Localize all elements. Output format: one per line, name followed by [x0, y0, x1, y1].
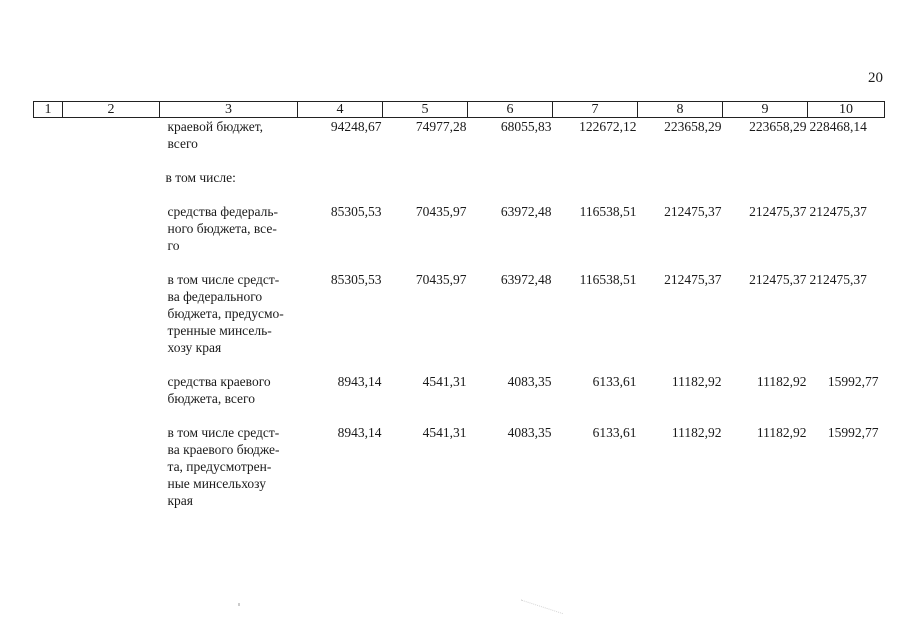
header-cell: 5	[383, 102, 468, 118]
label-line: бюджета, всего	[167, 391, 255, 406]
value-cell: 63972,48	[500, 204, 552, 219]
value-cell: 4541,31	[422, 425, 467, 440]
empty-cell	[63, 169, 160, 186]
label-line: в том числе:	[165, 170, 236, 185]
row-label	[160, 118, 298, 153]
value-cell: 11182,92	[756, 425, 807, 440]
label-line: средства краевого	[167, 374, 271, 389]
label-line: хозу края	[167, 340, 222, 355]
header-cell: 9	[723, 102, 808, 118]
label-line: всего	[167, 136, 198, 151]
label-line: края	[167, 493, 194, 508]
row-spacer	[34, 152, 885, 169]
value-cell: 15992,77	[827, 425, 879, 440]
row-spacer	[34, 186, 885, 203]
empty-cell	[34, 271, 63, 356]
value-cell: 4083,35	[507, 374, 552, 389]
table-row	[34, 424, 885, 509]
value-cell: 63972,48	[500, 272, 552, 287]
row-spacer	[34, 356, 885, 373]
empty-cell	[34, 424, 63, 509]
row-spacer	[34, 407, 885, 424]
empty-cell	[34, 118, 63, 153]
value-cell: 94248,67	[330, 119, 382, 134]
value-cell: 116538,51	[579, 272, 637, 287]
scan-speck	[238, 603, 240, 606]
label-line: в том числе средст-	[167, 425, 280, 440]
value-cell: 74977,28	[415, 119, 467, 134]
label-line: тренные минсель-	[167, 323, 272, 338]
table-row	[34, 373, 885, 407]
label-line: в том числе средст-	[167, 272, 280, 287]
value-cell: 4083,35	[507, 425, 552, 440]
header-cell: 3	[160, 102, 298, 118]
empty-cell	[34, 203, 63, 254]
value-cell: 8943,14	[337, 374, 382, 389]
label-line: ва краевого бюдже-	[167, 442, 280, 457]
empty-cell	[63, 373, 160, 407]
value-cell: 116538,51	[579, 204, 637, 219]
header-cell: 10	[808, 102, 885, 118]
label-line: го	[167, 238, 180, 253]
value-cell: 70435,97	[415, 204, 467, 219]
value-cell: 228468,14	[809, 119, 867, 134]
value-cell: 6133,61	[592, 374, 637, 389]
value-cell: 15992,77	[827, 374, 879, 389]
value-cell: 212475,37	[664, 272, 722, 287]
table-row	[34, 203, 885, 254]
label-line: ва федерального	[167, 289, 263, 304]
value-cell: 11182,92	[671, 425, 722, 440]
value-cell: 4541,31	[422, 374, 467, 389]
row-label	[160, 203, 298, 254]
row-spacer	[34, 254, 885, 271]
label-line: ного бюджета, все-	[167, 221, 277, 236]
header-row	[34, 102, 885, 118]
value-cell: 11182,92	[756, 374, 807, 389]
table-row	[34, 271, 885, 356]
scan-smudge	[517, 600, 563, 626]
value-cell: 85305,53	[330, 272, 382, 287]
header-cell: 1	[34, 102, 63, 118]
header-cell: 7	[553, 102, 638, 118]
label-line: та, предусмотрен-	[167, 459, 272, 474]
row-label	[160, 424, 298, 509]
label-line: ные минсельхозу	[167, 476, 266, 491]
label-line: средства федераль-	[167, 204, 279, 219]
value-cell: 212475,37	[664, 204, 722, 219]
value-cell: 6133,61	[592, 425, 637, 440]
empty-cell	[63, 271, 160, 356]
row-label	[160, 169, 298, 186]
table-row	[34, 169, 885, 186]
row-label	[160, 373, 298, 407]
value-cell: 212475,37	[749, 204, 807, 219]
empty-cell	[63, 118, 160, 153]
value-cell: 212475,37	[749, 272, 807, 287]
value-cell: 68055,83	[500, 119, 552, 134]
value-cell: 212475,37	[809, 272, 867, 287]
label-line: бюджета, предусмо-	[167, 306, 284, 321]
header-cell: 6	[468, 102, 553, 118]
header-cell: 2	[63, 102, 160, 118]
value-cell: 8943,14	[337, 425, 382, 440]
value-cell: 85305,53	[330, 204, 382, 219]
table-row	[34, 118, 885, 153]
value-cell: 212475,37	[809, 204, 867, 219]
value-cell: 70435,97	[415, 272, 467, 287]
value-cell: 223658,29	[664, 119, 722, 134]
empty-cell	[34, 169, 63, 186]
row-label	[160, 271, 298, 356]
page-number: 20	[868, 70, 883, 86]
value-cell: 223658,29	[749, 119, 807, 134]
value-cell: 122672,12	[579, 119, 637, 134]
value-cell: 11182,92	[671, 374, 722, 389]
header-cell: 8	[638, 102, 723, 118]
budget-table	[33, 101, 885, 509]
empty-cell	[63, 203, 160, 254]
label-line: краевой бюджет,	[167, 119, 263, 134]
header-cell: 4	[298, 102, 383, 118]
empty-cell	[298, 169, 885, 186]
empty-cell	[63, 424, 160, 509]
empty-cell	[34, 373, 63, 407]
